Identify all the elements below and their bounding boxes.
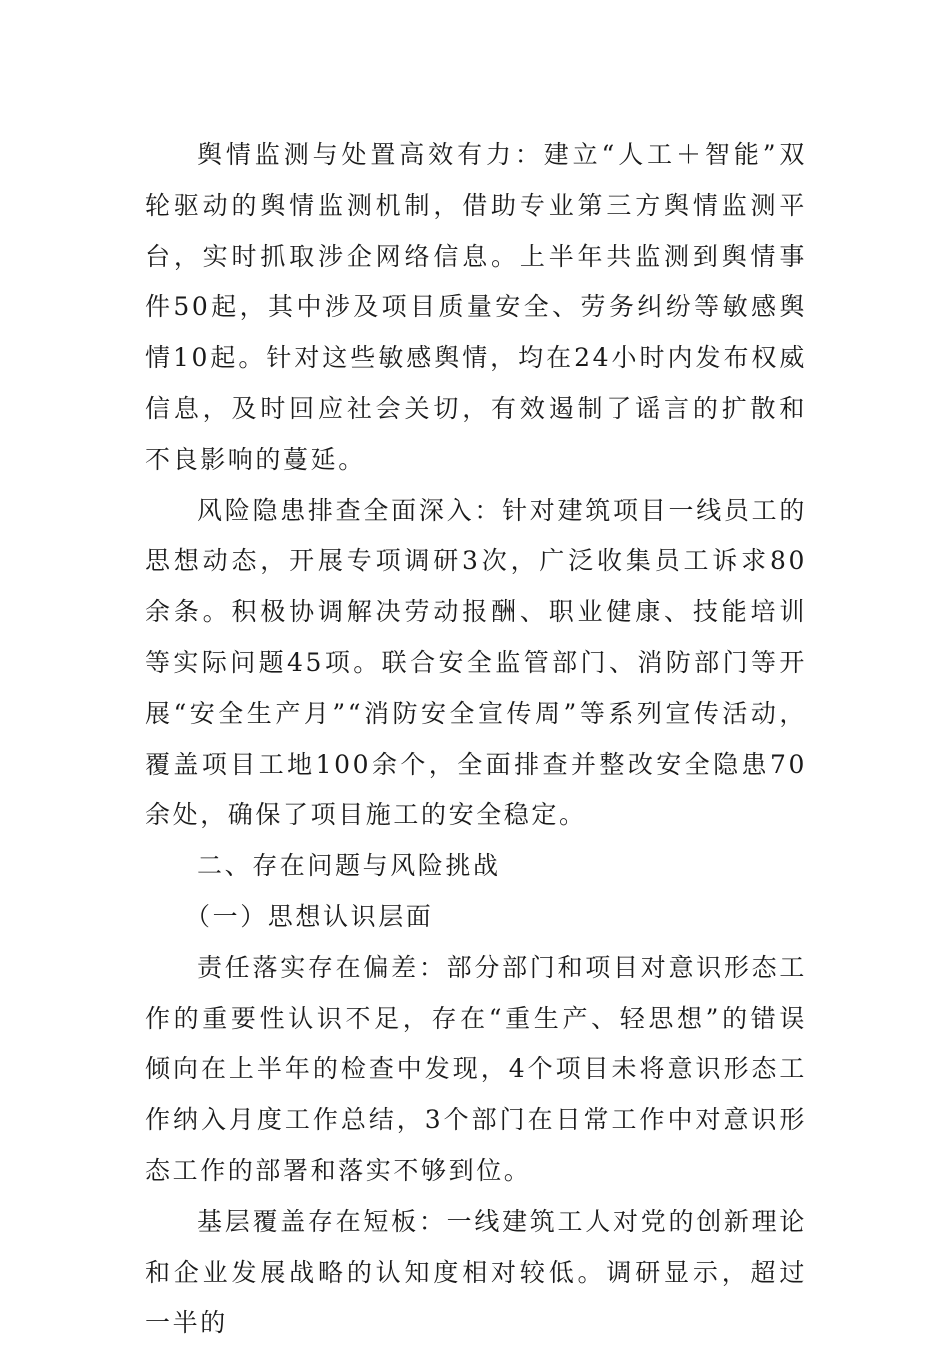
paragraph-grassroots-coverage: 基层覆盖存在短板：一线建筑工人对党的创新理论和企业发展战略的认知度相对较低。调研显示，超过一半的 xyxy=(145,1206,807,1338)
paragraph-responsibility-implementation: 责任落实存在偏差：部分部门和项目对意识形态工作的重要性认识不足，存在“重生产、轻思想”的错误倾向在上半年的检查中发现，4个项目未将意识形态工作纳入月度工作总结，3个部门在日常工作中对意识形态工作的部署和落实不够到位。 xyxy=(145,952,807,1185)
paragraph-public-opinion-monitoring: 舆情监测与处置高效有力：建立“人工＋智能”双轮驱动的舆情监测机制，借助专业第三方舆情监测平台，实时抓取涉企网络信息。上半年共监测到舆情事件50起，其中涉及项目质量安全、劳务纠纷等敏感舆情10起。针对这些敏感舆情，均在24小时内发布权威信息，及时回应社会关切，有效遏制了谣言的扩散和不良影响的蔓延。 xyxy=(145,140,807,474)
subsection-heading-ideological-awareness: （一）思想认识层面 xyxy=(185,901,434,931)
paragraph-risk-inspection: 风险隐患排查全面深入：针对建筑项目一线员工的思想动态，开展专项调研3次，广泛收集员工诉求80余条。积极协调解决劳动报酬、职业健康、技能培训等实际问题45项。联合安全监管部门、消防部门等开展“安全生产月”“消防安全宣传周”等系列宣传活动，覆盖项目工地100余个，全面排查并整改安全隐患70余处，确保了项目施工的安全稳定。 xyxy=(145,495,807,830)
section-heading-problems-risks: 二、存在问题与风险挑战 xyxy=(197,851,501,881)
document-body xyxy=(145,130,807,1349)
